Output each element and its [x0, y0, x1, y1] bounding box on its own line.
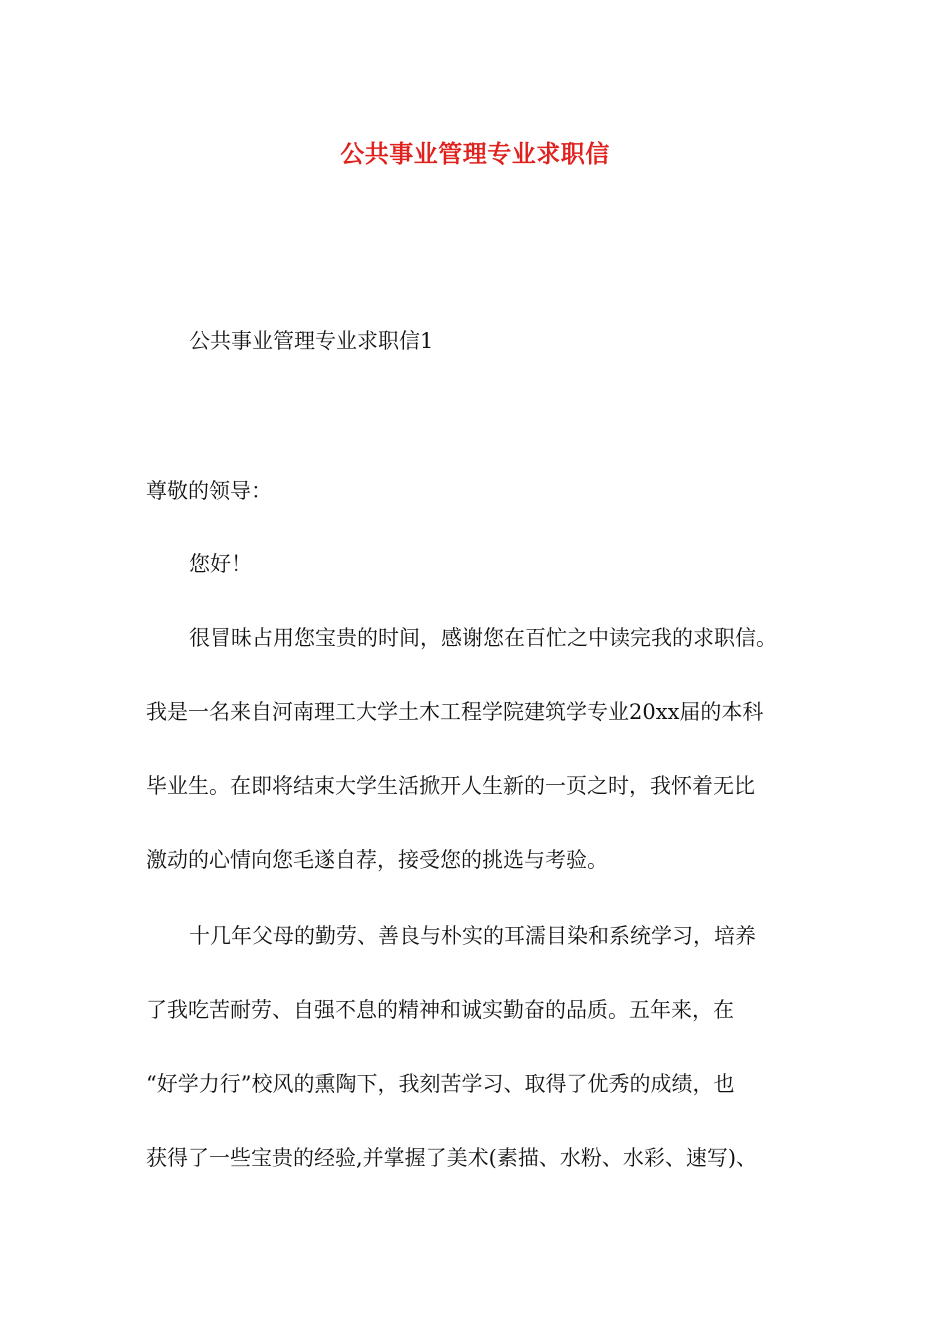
paragraph-line: 获得了一些宝贵的经验,并掌握了美术(素描、水粉、水彩、速写)、 [146, 1146, 758, 1170]
document-title: 公共事业管理专业求职信 [340, 139, 610, 168]
salutation: 尊敬的领导： [146, 479, 272, 503]
paragraph-line: 了我吃苦耐劳、自强不息的精神和诚实勤奋的品质。五年来，在 [146, 998, 734, 1022]
greeting: 您好！ [189, 552, 252, 576]
paragraph-line: 我是一名来自河南理工大学土木工程学院建筑学专业20xx届的本科 [146, 700, 764, 724]
section-heading: 公共事业管理专业求职信1 [189, 329, 434, 353]
paragraph-line: 很冒昧占用您宝贵的时间，感谢您在百忙之中读完我的求职信。 [189, 626, 777, 650]
paragraph-line: 毕业生。在即将结束大学生活掀开人生新的一页之时，我怀着无比 [146, 774, 755, 798]
paragraph-line: 激动的心情向您毛遂自荐，接受您的挑选与考验。 [146, 848, 608, 872]
paragraph-line: “好学力行”校风的熏陶下，我刻苦学习、取得了优秀的成绩，也 [146, 1072, 735, 1096]
paragraph-line: 十几年父母的勤劳、善良与朴实的耳濡目染和系统学习，培养 [189, 924, 756, 948]
